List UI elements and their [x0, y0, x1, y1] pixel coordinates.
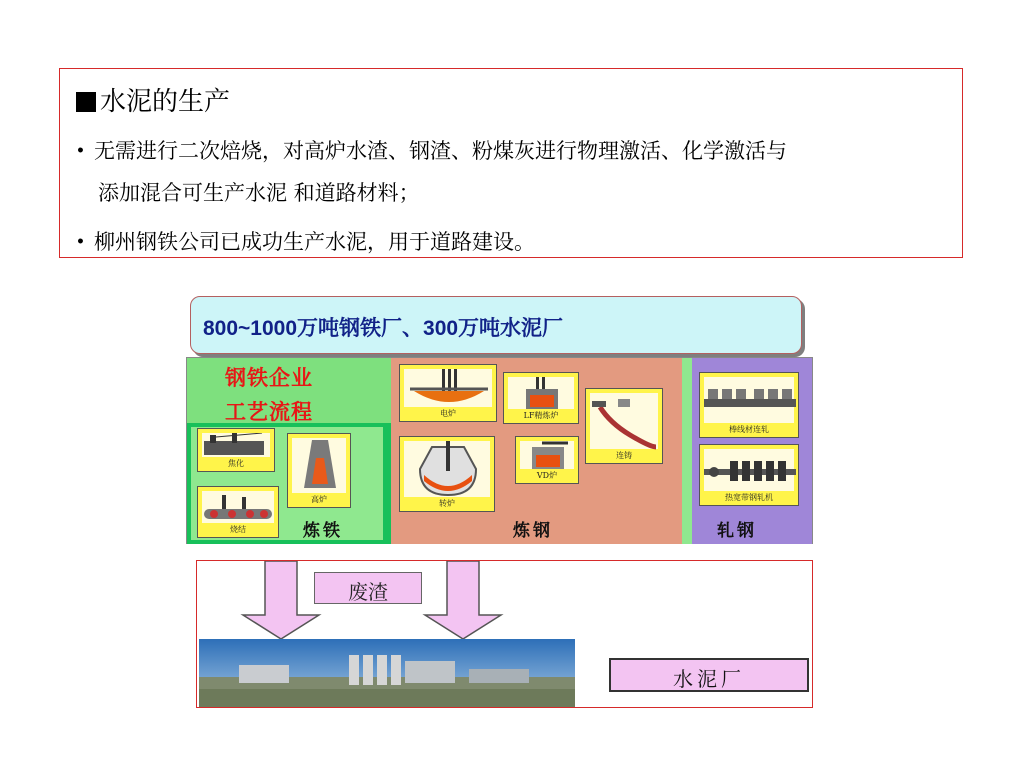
- capacity-banner: 800~1000万吨钢铁厂、300万吨水泥厂: [190, 296, 802, 354]
- process-heading-1: 钢铁企业: [225, 366, 313, 390]
- blast-furnace-icon: [292, 438, 346, 493]
- divider-strip: [682, 358, 692, 544]
- electric-furnace-icon: [404, 369, 492, 407]
- coking-unit: 焦化: [197, 428, 275, 472]
- zone-label-steelmaking: 炼钢: [513, 521, 553, 541]
- continuous-casting-unit: 连铸: [585, 388, 663, 464]
- strip-mill-icon: [704, 449, 794, 491]
- process-heading-2: 工艺流程: [225, 400, 313, 424]
- caster-icon: [590, 393, 658, 449]
- text-box: [59, 68, 963, 258]
- cement-plant-photo: [199, 639, 575, 707]
- blast-furnace-unit: 高炉: [287, 433, 351, 508]
- bullet-line-2: • 柳州钢铁公司已成功生产水泥，用于道路建设。: [76, 230, 535, 254]
- zone-label-ironmaking: 炼铁: [303, 521, 343, 541]
- bullet-line-1: • 无需进行二次焙烧，对高炉水渣、钢渣、粉煤灰进行物理激活、化学激活与: [76, 139, 787, 163]
- converter-unit: 转炉: [399, 436, 495, 512]
- electric-furnace-unit: 电炉: [399, 364, 497, 422]
- coking-icon: [202, 433, 270, 457]
- sinter-machine-icon: [202, 491, 274, 523]
- sintering-unit: 烧结: [197, 486, 279, 538]
- bar-mill-icon: [704, 377, 794, 423]
- bullet-line-1-cont: 添加混合可生产水泥 和道路材料；: [98, 181, 420, 205]
- dot-bullet-icon: •: [76, 143, 85, 159]
- lf-furnace-unit: LF精炼炉: [503, 372, 579, 424]
- ladle-furnace-icon: [508, 377, 574, 409]
- slide-title: 水泥的生产: [76, 81, 230, 118]
- zone-label-rolling: 轧钢: [717, 521, 757, 541]
- bar-mill-unit: 棒线材连轧: [699, 372, 799, 438]
- square-bullet-icon: [76, 92, 96, 112]
- vacuum-degasser-icon: [520, 441, 574, 469]
- waste-to-cement-panel: [196, 560, 813, 708]
- waste-slag-label: 废渣: [314, 572, 422, 604]
- converter-icon: [404, 441, 490, 497]
- steel-process-diagram: [186, 357, 813, 544]
- vd-furnace-unit: VD炉: [515, 436, 579, 484]
- strip-mill-unit: 热宽带钢轧机: [699, 444, 799, 506]
- cement-plant-label: 水泥厂: [609, 658, 809, 692]
- dot-bullet-icon: •: [76, 234, 85, 250]
